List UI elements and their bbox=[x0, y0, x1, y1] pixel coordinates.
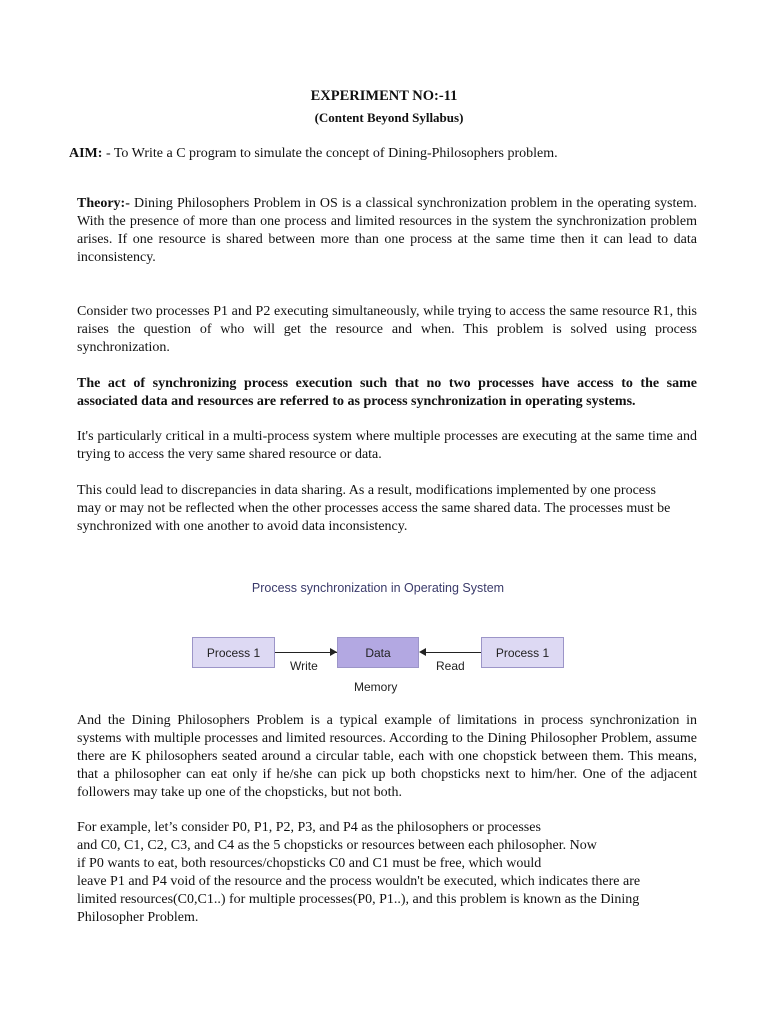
process-1-left-box: Process 1 bbox=[192, 637, 275, 668]
theory-text: Dining Philosophers Problem in OS is a classical synchronization problem in the operating system. With the presence of more than one process and limited resources in the system the synchronization problem arises. If one resource is shared between more than one process at the same time then it can lead to data inconsistency. bbox=[77, 196, 697, 265]
process-1-right-box: Process 1 bbox=[481, 637, 564, 668]
example-line: For example, let’s consider P0, P1, P2, P3, and P4 as the philosophers or processes bbox=[77, 820, 541, 835]
example-paragraph bbox=[77, 819, 697, 927]
experiment-title: EXPERIMENT NO:-11 bbox=[310, 88, 458, 104]
diagram-title: Process synchronization in Operating System bbox=[251, 581, 505, 595]
consider-paragraph: Consider two processes P1 and P2 executing simultaneously, while trying to access the same resource R1, this raises the question of who will get the resource and when. This problem is solved using process synchronization. bbox=[77, 304, 697, 355]
example-line: and C0, C1, C2, C3, and C4 as the 5 chopsticks or resources between each philosopher. Now bbox=[77, 838, 597, 853]
process-sync-diagram bbox=[192, 575, 564, 702]
aim-statement bbox=[69, 146, 709, 162]
example-line: if P0 wants to eat, both resources/chopsticks C0 and C1 must be free, which would bbox=[77, 856, 542, 871]
read-label: Read bbox=[436, 659, 465, 673]
aim-text: - To Write a C program to simulate the concept of Dining-Philosophers problem. bbox=[102, 146, 558, 161]
write-label: Write bbox=[290, 659, 318, 673]
dining-paragraph: And the Dining Philosophers Problem is a typical example of limitations in process synchronization in systems with multiple processes and limited resources. According to the Dining Philosopher Problem, assume there are K philosophers seated around a circular table, each with one chopstick between them. This means, that a philosopher can eat only if he/she can pick up both chopsticks next to him/her. One of the adjacent followers may take up one of the chopsticks, but not both. bbox=[77, 713, 697, 800]
memory-label: Memory bbox=[354, 680, 398, 694]
read-arrow-head bbox=[419, 648, 426, 656]
discrepancies-paragraph: This could lead to discrepancies in data sharing. As a result, modifications implemented by one process may or may not be reflected when the other processes access the same shared data. The processes must be synchronized with one another to avoid data inconsistency. bbox=[77, 483, 671, 534]
read-arrow-line bbox=[426, 652, 481, 653]
theory-paragraph bbox=[77, 195, 697, 267]
definition-paragraph: The act of synchronizing process execution such that no two processes have access to the same associated data and resources are referred to as process synchronization in operating systems. bbox=[77, 376, 697, 409]
data-box: Data bbox=[337, 637, 419, 668]
experiment-subtitle: (Content Beyond Syllabus) bbox=[314, 110, 464, 125]
example-line: leave P1 and P4 void of the resource and the process wouldn't be executed, which indicates there are bbox=[77, 874, 641, 889]
example-line: limited resources(C0,C1..) for multiple processes(P0, P1..), and this problem is known as the Dining bbox=[77, 892, 640, 907]
critical-paragraph: It's particularly critical in a multi-process system where multiple processes are executing at the same time and trying to access the very same shared resource or data. bbox=[77, 429, 697, 462]
example-line: Philosopher Problem. bbox=[77, 910, 199, 925]
aim-label: AIM: bbox=[69, 146, 103, 161]
write-arrow-head bbox=[330, 648, 337, 656]
theory-label: Theory:- bbox=[77, 196, 130, 211]
